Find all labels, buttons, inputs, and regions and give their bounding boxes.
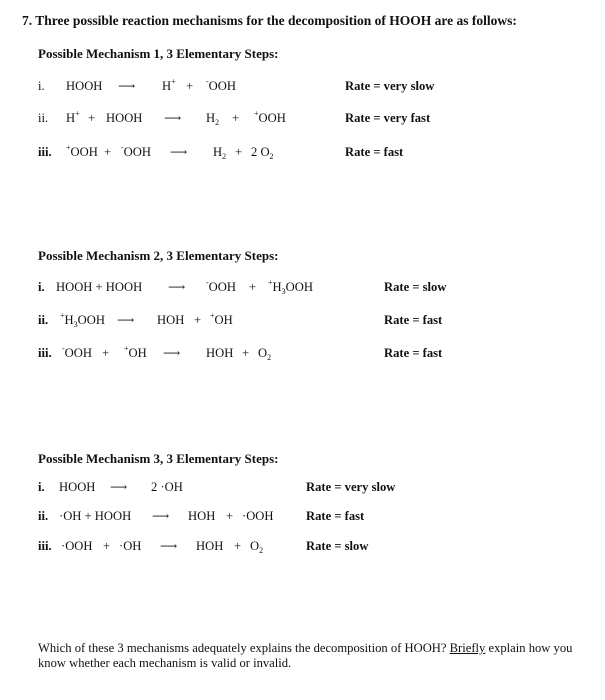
plus-sign: + bbox=[249, 280, 257, 294]
reaction-arrow: ⟶ bbox=[164, 111, 182, 125]
rate-label: Rate = fast bbox=[384, 313, 443, 327]
product: HOH bbox=[206, 346, 234, 360]
mechanism-1-heading: Possible Mechanism 1, 3 Elementary Steps: bbox=[38, 46, 279, 61]
step-number: iii. bbox=[38, 346, 52, 360]
product: -OOH bbox=[206, 278, 236, 294]
product: ·OOH bbox=[242, 509, 274, 523]
rate-label: Rate = fast bbox=[384, 346, 443, 360]
mechanism-3-heading: Possible Mechanism 3, 3 Elementary Steps: bbox=[38, 451, 279, 466]
emphasis-briefly: Briefly bbox=[449, 641, 486, 655]
reactant: HOOH bbox=[59, 480, 96, 494]
question-title: 7. Three possible reaction mechanisms for the decomposition of HOOH are as follows: bbox=[22, 13, 517, 28]
reactant: -OOH bbox=[121, 143, 151, 159]
step-number: iii. bbox=[38, 145, 52, 159]
plus-sign: + bbox=[186, 79, 194, 93]
step-number: iii. bbox=[38, 539, 52, 553]
reactant: HOOH bbox=[66, 79, 103, 93]
reaction-arrow: ⟶ bbox=[117, 313, 135, 327]
closing-question: Which of these 3 mechanisms adequately explains the decomposition of HOOH? Briefly explain how you know whether each mechanism is valid or invalid. bbox=[38, 641, 573, 670]
step-number: i. bbox=[38, 480, 45, 494]
mechanism-3-step-1 bbox=[0, 480, 605, 500]
reactant: +OH bbox=[124, 344, 147, 360]
plus-sign: + bbox=[194, 313, 202, 327]
product: H+ bbox=[162, 77, 176, 93]
product: HOH bbox=[188, 509, 216, 523]
reactant: $^+H_3OOH$ bbox=[60, 311, 105, 329]
reactant: H+ bbox=[66, 109, 80, 125]
reactant: ·OH bbox=[119, 539, 142, 553]
step-number: ii. bbox=[38, 509, 49, 523]
reaction-arrow: ⟶ bbox=[163, 346, 181, 360]
plus-sign: + bbox=[235, 145, 243, 159]
plus-sign: + bbox=[104, 145, 112, 159]
reaction-arrow: ⟶ bbox=[118, 79, 136, 93]
step-number: i. bbox=[38, 79, 45, 93]
mechanism-3-step-2 bbox=[0, 509, 605, 529]
plus-sign: + bbox=[234, 539, 242, 553]
product: HOH bbox=[196, 539, 224, 553]
mechanism-2-step-2 bbox=[0, 313, 605, 333]
mechanism-1-step-1 bbox=[0, 79, 605, 99]
product: $H_2$ bbox=[206, 111, 220, 127]
rate-label: Rate = fast bbox=[345, 145, 404, 159]
plus-sign: + bbox=[88, 111, 96, 125]
rate-label: Rate = very fast bbox=[345, 111, 431, 125]
plus-sign: + bbox=[226, 509, 234, 523]
product: $O_2$ bbox=[258, 346, 272, 362]
rate-label: Rate = slow bbox=[384, 280, 447, 294]
rate-label: Rate = fast bbox=[306, 509, 365, 523]
product: $H_2$ bbox=[213, 145, 227, 161]
reactant: +OOH bbox=[66, 143, 98, 159]
product: 2 $O_2$ bbox=[251, 145, 274, 161]
product: +OH bbox=[210, 311, 233, 327]
rate-label: Rate = slow bbox=[306, 539, 369, 553]
mechanism-2-heading: Possible Mechanism 2, 3 Elementary Steps: bbox=[38, 248, 279, 263]
mechanism-1-step-3 bbox=[0, 145, 605, 165]
product: 2 ·OH bbox=[151, 480, 183, 494]
mechanism-2-step-3 bbox=[0, 346, 605, 366]
rate-label: Rate = very slow bbox=[345, 79, 435, 93]
reaction-arrow: ⟶ bbox=[168, 280, 186, 294]
reaction-arrow: ⟶ bbox=[152, 509, 170, 523]
reaction-arrow: ⟶ bbox=[110, 480, 128, 494]
product: -OOH bbox=[206, 77, 236, 93]
plus-sign: + bbox=[242, 346, 250, 360]
reactant: -OOH bbox=[62, 344, 92, 360]
reactant: HOOH bbox=[106, 111, 143, 125]
mechanism-3-step-3 bbox=[0, 539, 605, 559]
mechanism-2-step-1 bbox=[0, 280, 605, 300]
product: $O_2$ bbox=[250, 539, 264, 555]
step-number: ii. bbox=[38, 111, 49, 125]
product: +OOH bbox=[254, 109, 286, 125]
product: HOH bbox=[157, 313, 185, 327]
plus-sign: + bbox=[232, 111, 240, 125]
step-number: i. bbox=[38, 280, 45, 294]
step-number: ii. bbox=[38, 313, 49, 327]
plus-sign: + bbox=[102, 346, 110, 360]
reactants: ·OH + HOOH bbox=[59, 509, 132, 523]
mechanism-1-step-2 bbox=[0, 111, 605, 131]
reactant: ·OOH bbox=[61, 539, 93, 553]
reactants: HOOH + HOOH bbox=[56, 280, 143, 294]
product: $^+H_3OOH$ bbox=[268, 278, 313, 296]
plus-sign: + bbox=[103, 539, 111, 553]
reaction-arrow: ⟶ bbox=[160, 539, 178, 553]
rate-label: Rate = very slow bbox=[306, 480, 396, 494]
reaction-arrow: ⟶ bbox=[170, 145, 188, 159]
